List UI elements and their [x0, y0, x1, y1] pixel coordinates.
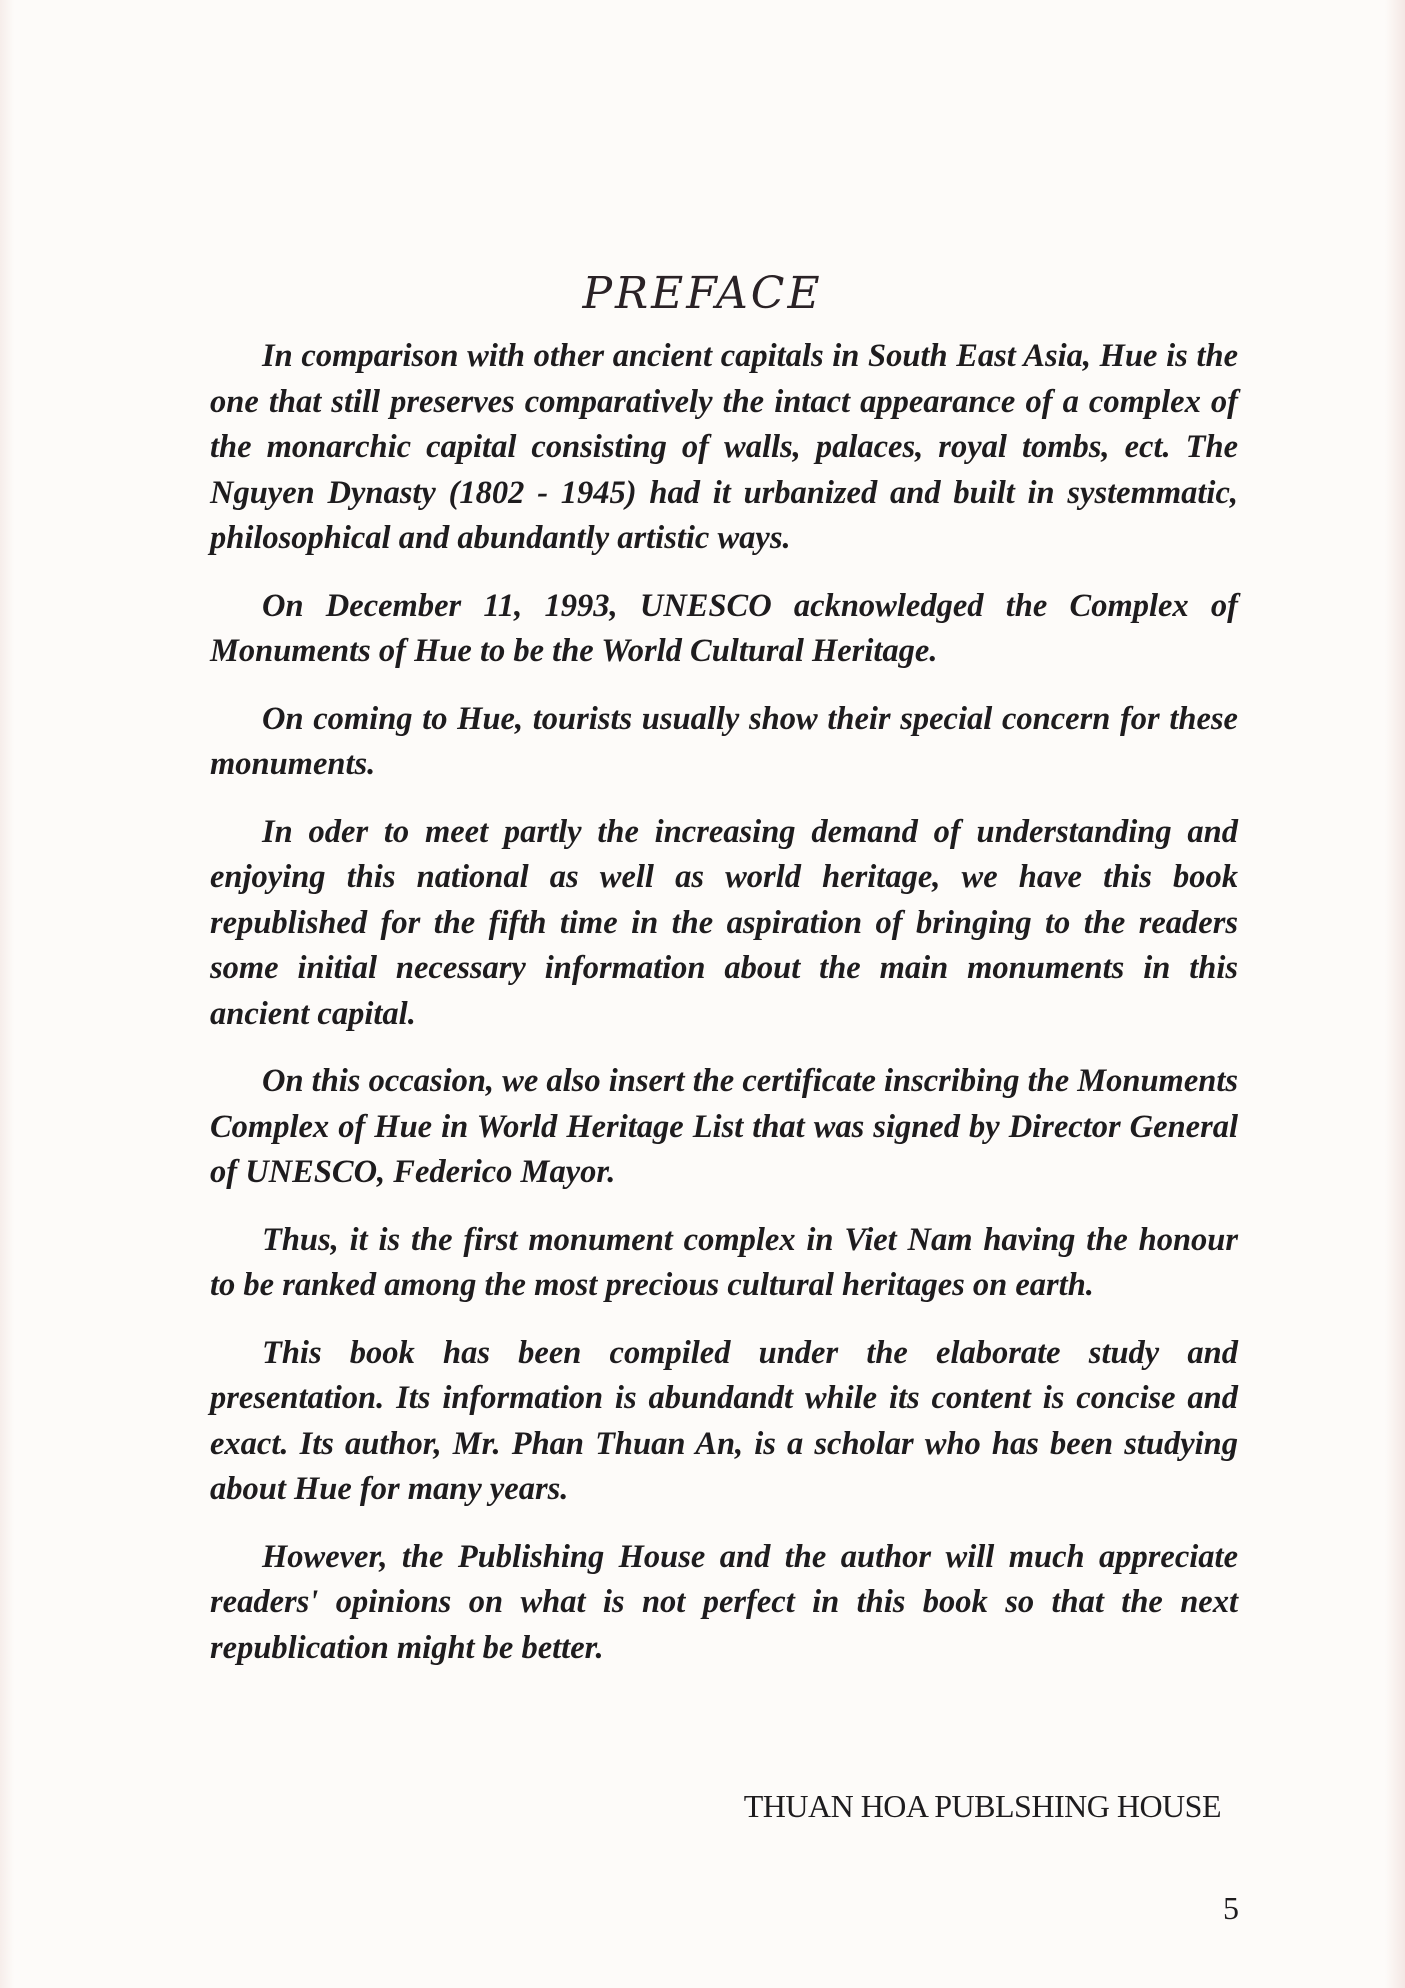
- preface-paragraph-3: On coming to Hue, tourists usually show their special concern for these monuments.: [210, 700, 1238, 782]
- preface-paragraph-1: In comparison with other ancient capitals in South East Asia, Hue is the one that still preserves comparatively the intact appearance of a complex of the monarchic capital consisting of walls, palaces, royal tombs, ect. The Nguyen Dynasty (1802 - 1945) had it urbanized and built in systemmatic, philosophical and abundantly artistic ways.: [210, 338, 1238, 556]
- preface-paragraph-5: On this occasion, we also insert the certificate inscribing the Monuments Complex of Hue in World Heritage List that was signed by Director General of UNESCO, Federico Mayor.: [210, 1063, 1238, 1190]
- page-title: PREFACE: [582, 268, 823, 319]
- preface-paragraph-6: Thus, it is the first monument complex in Viet Nam having the honour to be ranked among the most precious cultural heritages on earth.: [210, 1221, 1238, 1303]
- preface-body: [210, 334, 1238, 1693]
- preface-paragraph-4: In oder to meet partly the increasing demand of understanding and enjoying this national as well as world heritage, we have this book republished for the fifth time in the aspiration of bringing to the readers some initial necessary information about the main monuments in this ancient capital.: [210, 813, 1238, 1032]
- preface-paragraph-7: This book has been compiled under the elaborate study and presentation. Its information is abundandt while its content is concise and exact. Its author, Mr. Phan Thuan An, is a scholar who has been studying about Hue for many years.: [210, 1334, 1238, 1507]
- preface-paragraph-8: However, the Publishing House and the author will much appreciate readers' opinions on what is not perfect in this book so that the next republication might be better.: [210, 1538, 1238, 1666]
- preface-paragraph-2: On December 11, 1993, UNESCO acknowledged the Complex of Monuments of Hue to be the World Cultural Heritage.: [210, 587, 1238, 669]
- publisher-signature: THUAN HOA PUBLSHING HOUSE: [743, 1788, 1221, 1824]
- page-number: 5: [1223, 1890, 1239, 1926]
